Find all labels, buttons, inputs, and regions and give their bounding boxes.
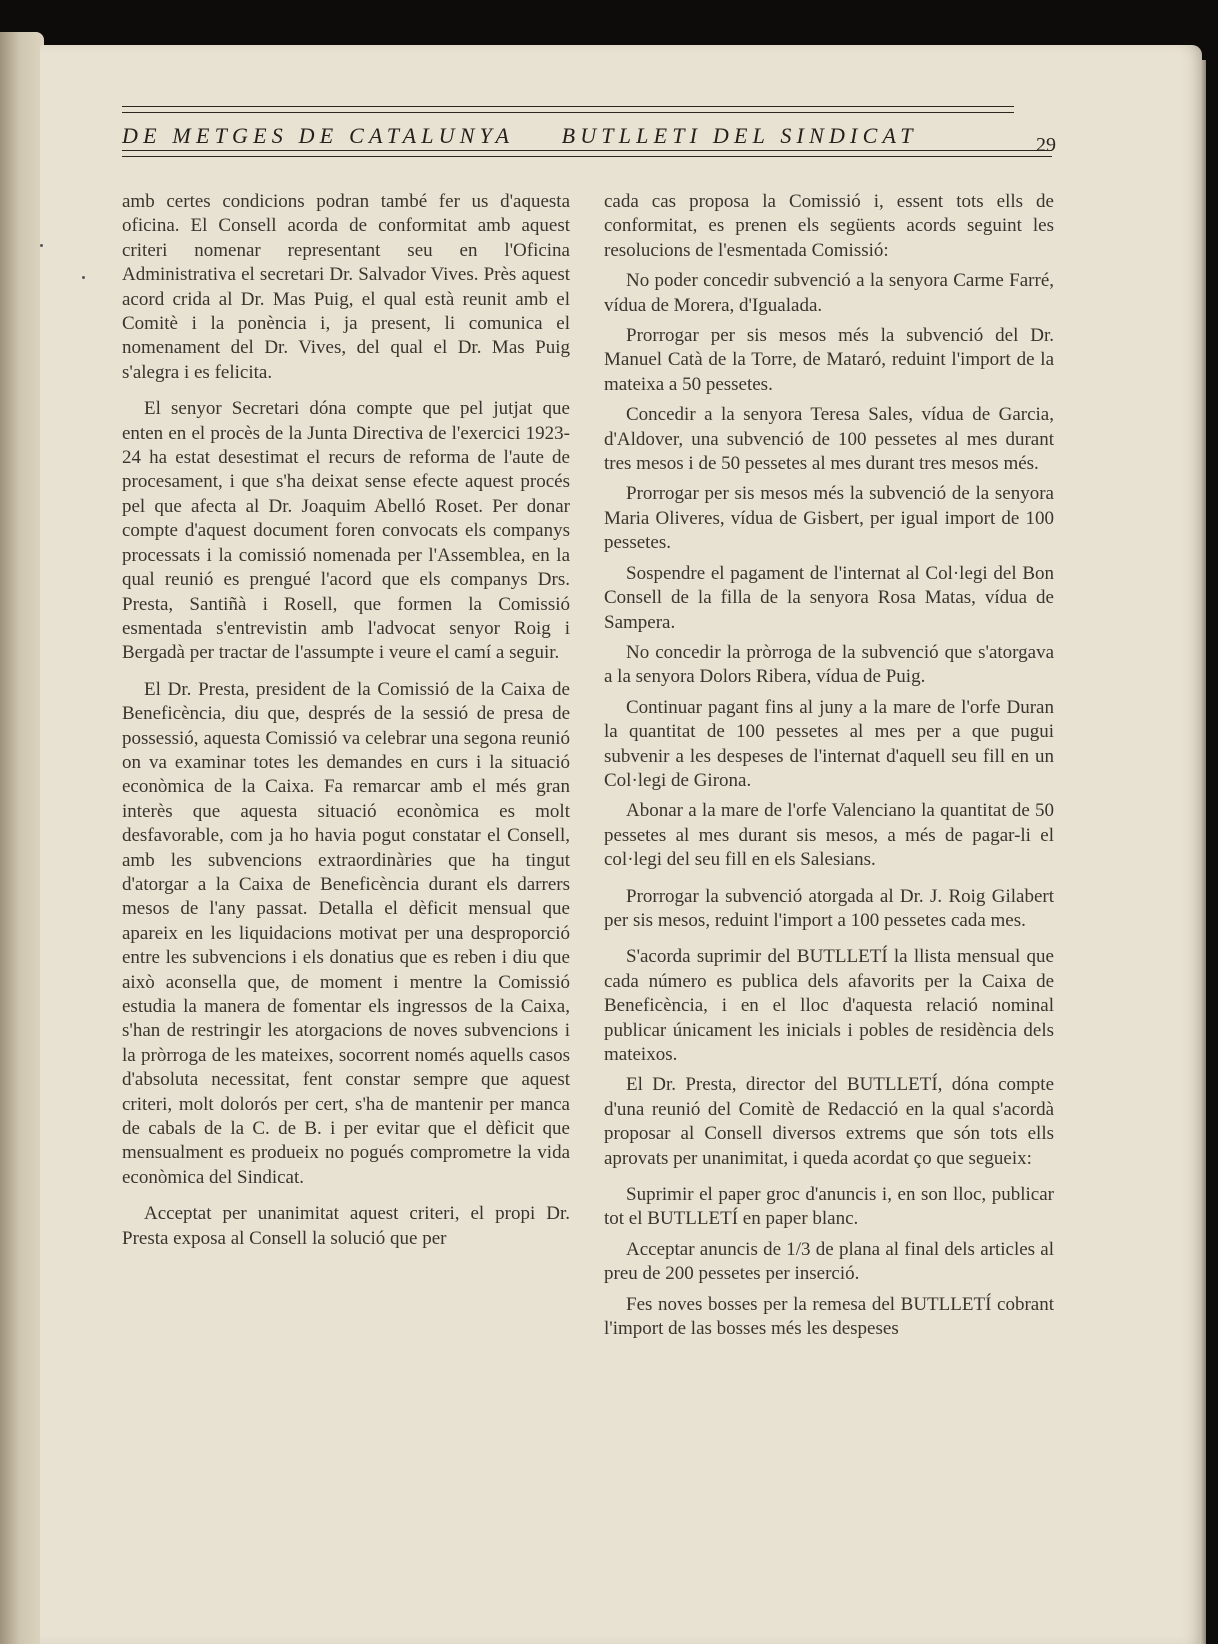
book-spine — [0, 32, 44, 1644]
paragraph: No poder concedir subvenció a la senyora Carme Farré, vídua de Morera, d'Igualada. — [604, 270, 1054, 316]
header-right-title: BUTLLETI DEL SINDICAT — [561, 123, 918, 148]
paragraph: Prorrogar per sis mesos més la subvenció del Dr. Manuel Catà de la Torre, de Mataró, reduint l'import de la mateixa a 50 pessetes. — [604, 325, 1054, 395]
running-header — [82, 72, 1056, 162]
paragraph: Fes noves bosses per la remesa del BUTLLETÍ cobrant l'import de las bosses més les despeses — [604, 1293, 1054, 1340]
paragraph: Acceptar anuncis de 1/3 de plana al final dels articles al preu de 200 pessetes per inserció. — [604, 1238, 1054, 1285]
paragraph: Prorrogar la subvenció atorgada al Dr. J. Roig Gilabert per sis mesos, reduint l'import a 100 pessetes cada mes. — [604, 885, 1054, 931]
paragraph: El senyor Secretari dóna compte que pel jutjat que enten en el procès de la Junta Directiva de l'exercici 1923-24 ha estat desestimat el recurs de reforma de l'aute de procesament, i que s'ha deixat sense efecte aquest procés pel que afecta al Dr. Joaquim Abelló Roset. Per donar compte d'aquest document foren convocats els companys processats i la comissió nomenada per l'Assemblea, en la qual reunió es prengué l'acord que els companys Drs. Presta, Santiñà i Rosell, que formen la Comissió esmentada s'entrevistin amb l'advocat senyor Roig i Bergadà per tractar de l'assumpte i veure el camí a seguir. — [122, 398, 570, 664]
header-title — [122, 123, 1014, 149]
paragraph: cada cas proposa la Comissió i, essent tots ells de conformitat, es prenen els següents acords seguint les resolucions de l'esmentada Comissió: — [604, 191, 1054, 261]
paragraph: Abonar a la mare de l'orfe Valenciano la quantitat de 50 pessetes al mes durant sis mesos, a més de pagar-li el col·legi del seu fill en els Salesians. — [604, 800, 1054, 871]
left-column — [122, 190, 570, 1257]
header-bottom-rule-2 — [122, 156, 1052, 157]
header-top-rule-2 — [122, 112, 1014, 113]
paragraph: Suprimir el paper groc d'anuncis i, en son lloc, publicar tot el BUTLLETÍ en paper blanc. — [604, 1184, 1054, 1230]
margin-mark — [82, 276, 85, 279]
paragraph: Acceptat per unanimitat aquest criteri, el propi Dr. Presta exposa al Consell la solució que per — [122, 1203, 570, 1249]
paragraph: Sospendre el pagament de l'internat al Col·legi del Bon Consell de la filla de la senyora Rosa Matas, vídua de Sampera. — [604, 562, 1054, 633]
paragraph: Continuar pagant fins al juny a la mare de l'orfe Duran la quantitat de 100 pessetes al mes per a que pugui subvenir a les despeses de l'internat d'aquell seu fill en un Col·legi de Girona. — [604, 696, 1054, 791]
paragraph: Prorrogar per sis mesos més la subvenció de la senyora Maria Oliveres, vídua de Gisbert, per igual import de 100 pessetes. — [604, 483, 1054, 554]
paragraph: amb certes condicions podran també fer us d'aquesta oficina. El Consell acorda de conformitat amb aquest criteri nomenar representant seu en l'Oficina Administrativa el secretari Dr. Salvador Vives. Près aquest acord crida al Dr. Mas Puig, el qual està reunit amb el Comitè i la ponència i, ja present, li comunica el nomenament del Dr. Vives, del qual el Dr. Mas Puig s'alegra i es felicita. — [122, 191, 570, 383]
header-top-rule — [122, 106, 1014, 107]
header-bottom-rule — [122, 150, 1052, 151]
paragraph: El Dr. Presta, director del BUTLLETÍ, dóna compte d'una reunió del Comitè de Redacció en la qual s'acordà proposar al Consell diversos extrems que són tots ells aprovats per unanimitat, i queda acordat ço que segueix: — [604, 1074, 1054, 1169]
header-left-title: DE METGES DE CATALUNYA — [122, 123, 515, 148]
paragraph: S'acorda suprimir del BUTLLETÍ la llista mensual que cada número es publica dels afavorits per la Caixa de Beneficència, i en el lloc d'aquesta relació nominal publicar únicament les inicials i pobles de residència dels mateixos. — [604, 946, 1054, 1065]
right-column — [604, 190, 1054, 1347]
paragraph: Concedir a la senyora Teresa Sales, vídua de Garcia, d'Aldover, una subvenció de 100 pessetes al mes durant tres mesos i de 50 pessetes al mes durant tres mesos més. — [604, 404, 1054, 475]
page-edge — [1200, 60, 1206, 1644]
margin-mark — [40, 244, 43, 247]
page-number: 29 — [1036, 134, 1056, 156]
paragraph: No concedir la pròrroga de la subvenció que s'atorgava a la senyora Dolors Ribera, vídua de Puig. — [604, 641, 1054, 688]
paragraph: El Dr. Presta, president de la Comissió de la Caixa de Beneficència, diu que, després de la sessió de presa de possessió, aquesta Comissió va celebrar una segona reunió on va examinar totes les demandes en curs i la situació econòmica de la Caixa. Fa remarcar amb el més gran interès que aquesta situació econòmica es molt desfavorable, com ja ho havia pogut constatar el Consell, amb les subvencions extraordinàries que ha tingut d'atorgar a la Caixa de Beneficència durant els darrers mesos de l'any passat. Detalla el dèficit mensual que apareix en les liquidacions motivat per una desproporció entre les subvencions i els donatius que es reben i diu que això aconsella que, de moment i mentre la Comissió estudia la manera de fomentar els ingressos de la Caixa, s'han de restringir les atorgacions de noves subvencions i la pròrroga de les mateixes, socorrent només aquells casos d'absoluta necessitat, fent constar sempre que aquest criteri, molt dolorós per cert, s'ha de mantenir per manca de cabals de la C. de B. i per evitar que el dèficit que mensualment es produeix no pogués comprometre la vida econòmica del Sindicat. — [122, 678, 570, 1188]
